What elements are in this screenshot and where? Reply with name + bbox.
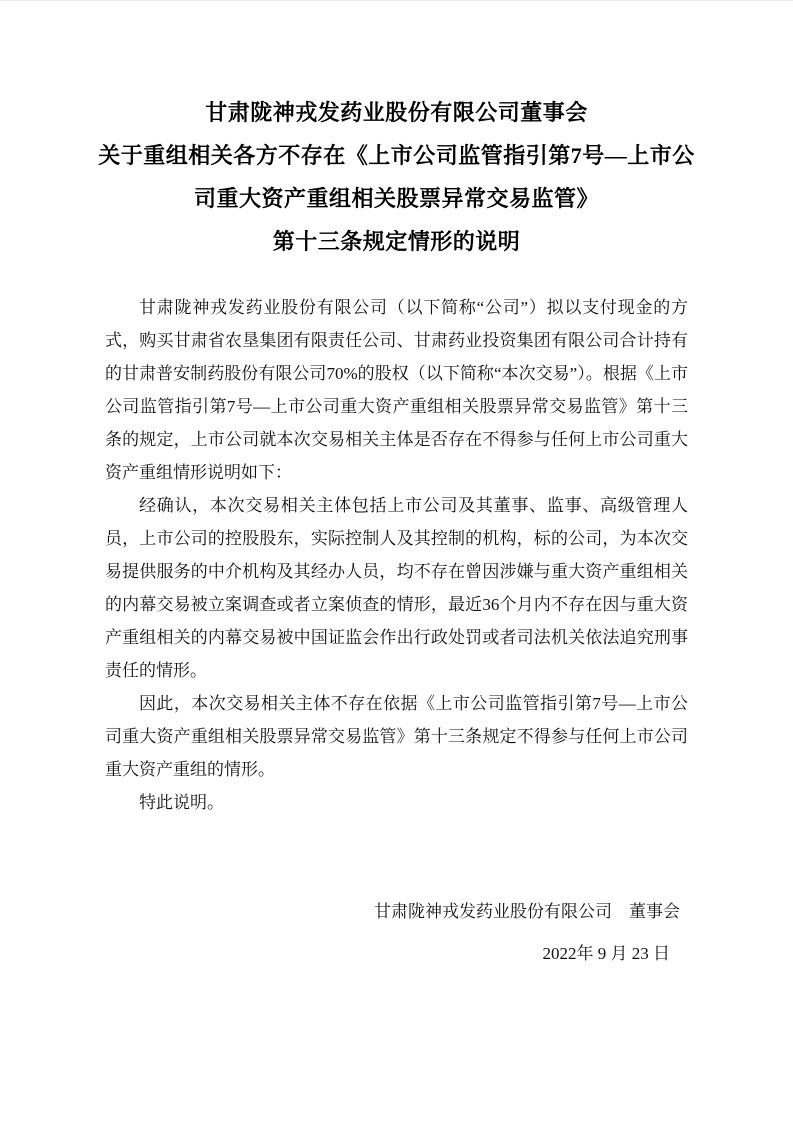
title-line-4: 第十三条规定情形的说明 [272, 229, 521, 254]
signature-company: 甘肃陇神戎发药业股份有限公司 董事会 [374, 902, 680, 921]
document-body [105, 291, 688, 819]
body-paragraph-1: 甘肃陇神戎发药业股份有限公司（以下简称“公司”）拟以支付现金的方式，购买甘肃省农垦集团有限责任公司、甘肃药业投资集团有限公司合计持有的甘肃普安制药股份有限公司70%的股权（以下简称“本次交易”）。根据《上市公司监管指引第7号—上市公司重大资产重组相关股票异常交易监管》第十三条的规定，上市公司就本次交易相关主体是否存在不得参与任何上市公司重大资产重组情形说明如下： [105, 298, 688, 482]
title-line-1: 甘肃陇神戎发药业股份有限公司董事会 [205, 100, 588, 125]
body-paragraph-3: 因此，本次交易相关主体不存在依据《上市公司监管指引第7号—上市公司重大资产重组相关股票异常交易监管》第十三条规定不得参与任何上市公司重大资产重组的情形。 [105, 694, 688, 779]
document-title [0, 1, 793, 263]
signature-date: 2022年 9 月 23 日 [542, 944, 670, 963]
body-paragraph-2: 经确认，本次交易相关主体包括上市公司及其董事、监事、高级管理人员，上市公司的控股股东，实际控制人及其控制的机构，标的公司，为本次交易提供服务的中介机构及其经办人员，均不存在曾因涉嫌与重大资产重组相关的内幕交易被立案调查或者立案侦查的情形，最近36个月内不存在因与重大资产重组相关的内幕交易被中国证监会作出行政处罚或者司法机关依法追究刑事责任的情形。 [105, 496, 688, 680]
title-line-2: 关于重组相关各方不存在《上市公司监管指引第7号—上市公 [98, 143, 695, 168]
signature-block [105, 891, 688, 975]
title-line-3: 司重大资产重组相关股票异常交易监管》 [193, 186, 599, 211]
body-paragraph-4: 特此说明。 [139, 793, 224, 812]
